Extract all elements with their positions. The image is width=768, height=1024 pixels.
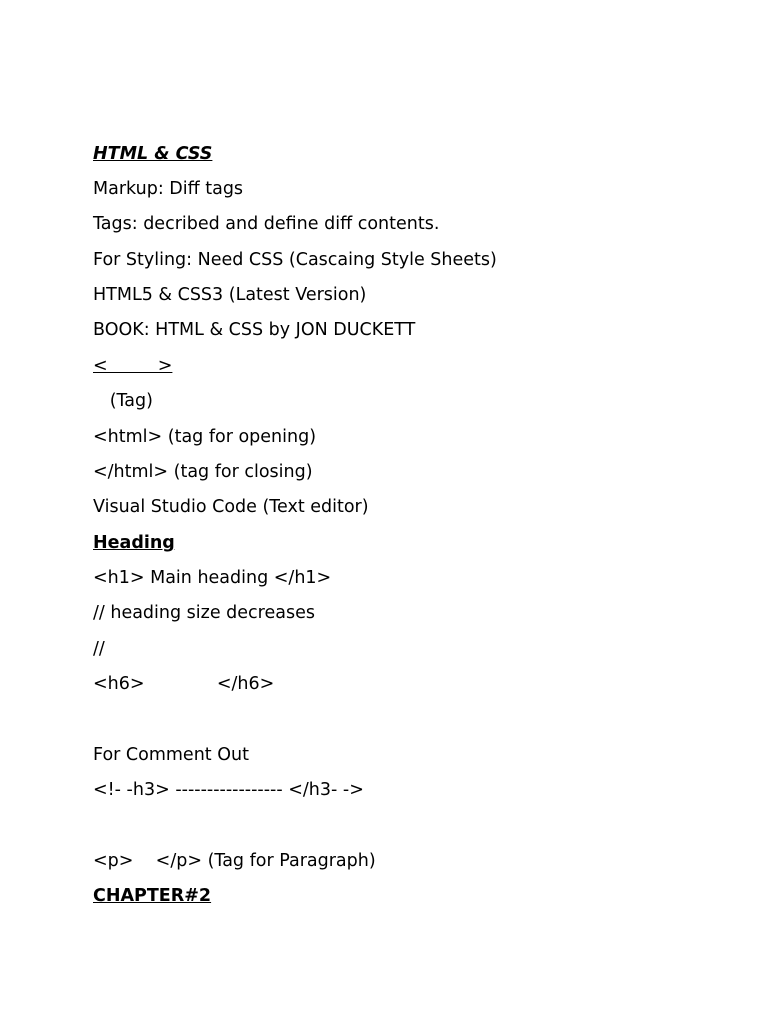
slashes-line: //: [93, 639, 105, 659]
version-line: HTML5 & CSS3 (Latest Version): [93, 285, 367, 305]
angle-brackets-line: < >: [93, 356, 173, 376]
tag-label-line: (Tag): [93, 391, 153, 411]
book-line: BOOK: HTML & CSS by JON DUCKETT: [93, 320, 416, 340]
html-close-line: </html> (tag for closing): [93, 462, 313, 482]
heading-size-line: // heading size decreases: [93, 603, 315, 623]
paragraph-line: <p> </p> (Tag for Paragraph): [93, 851, 376, 871]
h1-line: <h1> Main heading </h1>: [93, 568, 332, 588]
html-open-line: <html> (tag for opening): [93, 427, 317, 447]
comment-title-line: For Comment Out: [93, 745, 249, 765]
styling-line: For Styling: Need CSS (Cascaing Style Sheets): [93, 250, 497, 270]
chapter-heading: CHAPTER#2: [93, 886, 212, 906]
document-title: HTML & CSS: [93, 144, 213, 164]
editor-line: Visual Studio Code (Text editor): [93, 497, 369, 517]
heading-section-title: Heading: [93, 533, 175, 553]
comment-line: <!- -h3> ----------------- </h3- ->: [93, 780, 364, 800]
markup-line: Markup: Diff tags: [93, 179, 244, 199]
tags-line: Tags: decribed and define diff contents.: [93, 214, 440, 234]
h6-line: <h6> </h6>: [93, 674, 275, 694]
